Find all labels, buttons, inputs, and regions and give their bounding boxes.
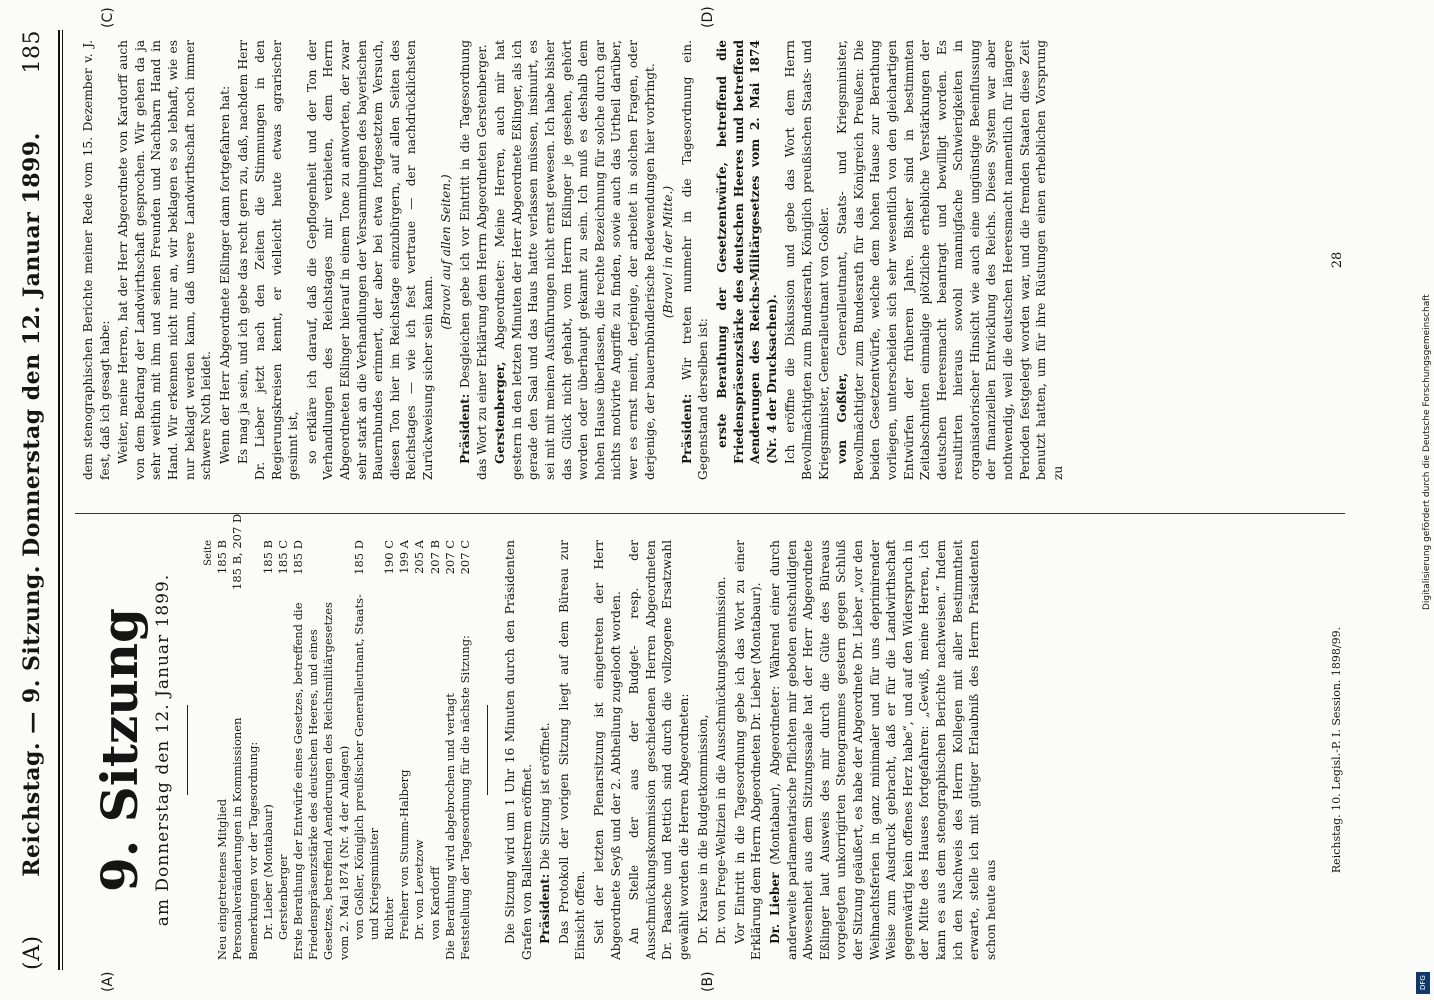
column-divider bbox=[75, 513, 1345, 514]
toc-entry-text: Personalveränderungen in Kommissionen bbox=[230, 717, 245, 960]
toc-entry-text: Die Berathung wird abgebrochen und vertagt bbox=[442, 693, 457, 960]
paragraph bbox=[679, 40, 712, 480]
paragraph bbox=[235, 40, 301, 480]
paragraph bbox=[304, 40, 437, 480]
paragraph-text: (Bravo! in der Mitte.) bbox=[661, 185, 676, 319]
right-body-text bbox=[80, 40, 1066, 480]
paragraph-text: Vor Eintritt in die Tagesordnung gebe ich das Wort zu einer Erklärung dem Herrn Abgeordneten Dr. Lieber (Montabaur). bbox=[732, 540, 764, 960]
speaker-name: von Goßler, bbox=[835, 372, 850, 464]
toc-entry-text: Erste Berathung der Entwürfe eines Gesetzes, betreffend die Friedenspräsenzstärke des deutschen Heeres, und eines Gesetzes, betreffend Aenderungen des Reichsmilitärgesetzes vom 2. Mai 1874 (Nr. 4 der Anlagen) bbox=[291, 602, 351, 960]
paragraph bbox=[626, 540, 692, 960]
toc-entry bbox=[443, 540, 458, 960]
running-head-marker: (A) bbox=[19, 935, 45, 970]
running-head bbox=[12, 30, 52, 970]
paragraph bbox=[767, 540, 999, 960]
paragraph bbox=[537, 540, 554, 960]
title-rule bbox=[187, 705, 188, 795]
margin-letter-b: (B) bbox=[700, 971, 716, 992]
paragraph-text: (Montabaur), Abgeordneter: Während einer durch anderweite parlamentarische Pflichten mir geboten entschuldigten Abwesenheit aus dem Sitzungssaale hat der Herr Abgeordnete Eßlinger laut Ausweis des mir durch die Güte des Büreaus vorgelegten unkorrigirten Stenogrammes gestern gegen Schluß der Sitzung geäußert, es habe der Abgeordnete Dr. Lieber „vor den Weihnachtsferien in ganz minimaler und für uns deprimirender Weise zum Ausdruck gebracht, daß er für die Landwirthschaft gegenwärtig kein offenes Herz habe“, und auf den Widerspruch in der Mitte des Hauses fortgefahren: „Gewiß, meine Herren, ich kann es aus dem stenographischen Berichte nachweisen.“ Indem ich den Nachweis des Herrn Kollegen mit aller Bestimmtheit erwarte, stelle ich mit gütiger Erlaubniß des Herrn Präsidenten schon heute aus bbox=[768, 539, 998, 960]
margin-letter-a: (A) bbox=[100, 971, 116, 992]
toc-entry-text: Gerstenberger bbox=[275, 854, 290, 940]
paragraph bbox=[714, 40, 780, 480]
paragraph-text: Wir treten nunmehr in die Tagesordnung ein. Gegenstand derselben ist: bbox=[679, 40, 711, 480]
paragraph-text: dem stenographischen Berichte meiner Rede vom 15. Dezember v. J. fest, daß ich gesagt habe: bbox=[81, 40, 112, 480]
paragraph-text: (Bravo! auf allen Seiten.) bbox=[439, 174, 454, 330]
toc-entry-page: 185 C bbox=[275, 540, 290, 575]
toc-entry bbox=[428, 540, 443, 960]
paragraph-text: Das Protokoll der vorigen Sitzung liegt auf dem Büreau zur Einsicht offen. bbox=[556, 540, 588, 960]
toc-entry-text: von Kardorff bbox=[427, 866, 442, 940]
paragraph-text: Es mag ja sein, und ich gebe das recht gern zu, daß, nachdem Herr Dr. Lieber jetzt nach den Zeiten die Stimmungen in den Regierungskreisen kennt, er vielleicht heute etwas agrarischer gesinnt ist, bbox=[236, 40, 301, 480]
toc-entry-text: Bemerkungen vor der Tagesordnung: bbox=[245, 741, 260, 960]
dfg-funding-note: Digitalisierung gefördert durch die Deutsche Forschungsgemeinschaft bbox=[1422, 294, 1432, 610]
footer-left: Reichstag. 10. Legisl.-P. I. Session. 1898/99. bbox=[1330, 626, 1343, 874]
toc-entry-page: 207 B bbox=[427, 540, 442, 575]
toc-entry-page: 185 B, 207 D bbox=[230, 513, 245, 590]
paragraph bbox=[695, 540, 712, 960]
header-rule-thin bbox=[62, 30, 63, 970]
speaker-name: Dr. Lieber bbox=[768, 872, 783, 944]
table-of-contents bbox=[202, 513, 473, 960]
right-column bbox=[80, 40, 1068, 480]
paragraph bbox=[834, 40, 1066, 480]
paragraph bbox=[80, 40, 113, 480]
paragraph bbox=[556, 540, 589, 960]
toc-rule bbox=[487, 705, 488, 795]
left-column bbox=[80, 513, 1001, 960]
paragraph-text: Die Sitzung ist eröffnet. bbox=[538, 722, 553, 870]
toc-entry-text: Dr. von Levetzow bbox=[412, 839, 427, 940]
paragraph bbox=[438, 40, 455, 480]
paragraph-text: Abgeordneter: Meine Herren, auch mir hat gestern in den letzten Minuten der Herr Abgeordnete Eßlinger, als ich gerade den Saal und das Haus hatte verlassen müssen, insinuirt, es sei mit mit meinen Ausführungen nicht ernst gewesen. Ich habe bisher das Glück nicht gehabt, vom Herrn Eßlinger je gesehen, gehört worden oder überhaupt gekannt zu sein. Ich muß es deshalb dem hohen Hause überlassen, die rechte Bezeichnung für solche durch gar nichts motivirte Angriffe zu finden, sowie auch das Urtheil darüber, wer es ernst meint, derjenige, der arbeitet in solchen Fragen, oder derjenige, der bauernbündlerische Redewendungen hier vorbringt. bbox=[493, 40, 657, 480]
toc-entry-text: Dr. Lieber (Montabaur) bbox=[260, 804, 275, 940]
paragraph bbox=[115, 40, 215, 480]
toc-entry bbox=[291, 540, 352, 960]
toc-entry-text: Freiherr von Stumm-Halberg bbox=[397, 769, 412, 940]
toc-entry bbox=[246, 540, 261, 960]
paragraph bbox=[217, 40, 234, 480]
speaker-name: Präsident: bbox=[679, 393, 694, 464]
paragraph-text: erste Berathung der Gesetzentwürfe, betreffend die Friedenspräsenzstärke des deutschen Heeres und betreffend Aenderungen des Reichs-Militärgesetzes vom 2. Mai 1874 (Nr. 4 der Drucksachen). bbox=[714, 40, 779, 464]
paragraph-text: Dr. von Frege-Weltzien in die Ausschmückungskommission. bbox=[714, 576, 729, 944]
speaker-name: Präsident: bbox=[538, 873, 553, 944]
toc-entry bbox=[397, 540, 412, 960]
running-head-title: Reichstag. — 9. Sitzung. Donnerstag den 12. Januar 1899. bbox=[19, 132, 45, 877]
paragraph bbox=[713, 540, 730, 960]
toc-entry bbox=[352, 540, 382, 960]
paragraph bbox=[492, 40, 658, 480]
paragraph-text: An Stelle der aus der Budget- resp. der Ausschmückungskommission geschiedenen Herren Abgeordneten Dr. Paasche und Rettich sind durch die vollzogene Ersatzwahl gewählt worden die Herren Abgeordneten: bbox=[627, 540, 692, 960]
footer-right: 28 bbox=[1330, 251, 1345, 269]
paragraph-text: Dr. Krause in die Budgetkommission, bbox=[695, 714, 710, 944]
paragraph-text: Seit der letzten Plenarsitzung ist eingetreten der Herr Abgeordnete Seyß und der 2. Abtheilung zugelooft worden. bbox=[592, 540, 623, 960]
page-number: 185 bbox=[19, 30, 45, 74]
paragraph bbox=[502, 540, 535, 960]
speaker-name: Gerstenberger, bbox=[493, 361, 508, 464]
paragraph bbox=[660, 40, 677, 480]
paragraph bbox=[457, 40, 490, 480]
paragraph bbox=[591, 540, 624, 960]
toc-entry-page: 190 C bbox=[382, 540, 397, 575]
toc-seite-label: Seite bbox=[203, 540, 214, 566]
toc-entry bbox=[382, 540, 397, 960]
paragraph-text: Desgleichen gebe ich vor Eintritt in die Tagesordnung das Wort zu einer Erklärung dem Herrn Abgeordneten Gerstenberger. bbox=[458, 40, 489, 480]
margin-letter-c: (C) bbox=[100, 7, 116, 28]
paragraph-text: Wenn der Herr Abgeordnete Eßlinger dann fortgefahren hat: bbox=[217, 85, 232, 464]
toc-entry-page bbox=[246, 540, 261, 590]
toc-entry bbox=[412, 540, 427, 960]
left-body-text bbox=[502, 540, 999, 960]
toc-entry bbox=[230, 513, 245, 960]
dfg-logo: DFG bbox=[1416, 972, 1430, 994]
paragraph-text: Weiter, meine Herren, hat der Herr Abgeordnete von Kardorff auch von dem Bedrang der Landwirthschaft gesprochen. Wir gehen da ja sehr weithin mit ihm und seinen Freunden und Nachbarn Hand in Hand. Wir erkennen nicht nur an, wir beklagen es so lebhaft, wie es nur beklagt werden kann, daß unsere Landwirthschaft noch immer schwere Noth leidet. bbox=[116, 40, 214, 480]
paragraph-text: Ich eröffne die Diskussion und gebe das Wort dem Herrn Bevollmächtigten zum Bundesrath, Königlich preußischen Staats- und Kriegsminister, Generalleutnant von Goßler. bbox=[783, 40, 831, 480]
toc-entry-text: Richter bbox=[382, 896, 397, 940]
session-date: am Donnerstag den 12. Januar 1899. bbox=[153, 573, 173, 927]
paragraph-text: so erkläre ich darauf, daß die Gepflogenheit und der Ton der Verhandlungen des Reichstages mir verbieten, dem Herrn Abgeordneten Eßlinger hierauf in einem Tone zu antworten, der zwar sehr stark an die Verhandlungen der Versammlungen des bayerischen Bauernbundes erinnert, der aber bei etwa fortgesetztem Versuch, diesen Ton hier im Reichstage einzubürgern, auf allen Seiten des Reichstages — wie ich fest vertraue — der nachdrücklichsten Zurückweisung sicher sein kann. bbox=[304, 40, 435, 480]
margin-letter-d: (D) bbox=[700, 6, 716, 28]
dfg-strip bbox=[1414, 0, 1434, 1000]
toc-entry-page: 185 D bbox=[291, 540, 306, 575]
toc-entry-text: Feststellung der Tagesordnung für die nächste Sitzung: bbox=[457, 635, 472, 960]
toc-entry-page: 185 B bbox=[260, 540, 275, 575]
header-rule bbox=[58, 30, 60, 970]
toc-entry-text: Neu eingetretenes Mitglied bbox=[215, 798, 230, 960]
speaker-name: Präsident: bbox=[458, 393, 473, 464]
paragraph bbox=[732, 540, 765, 960]
paragraph bbox=[782, 40, 832, 480]
toc-entry-page: 207 C bbox=[442, 540, 457, 575]
toc-entry-text: von Goßler, Königlich preußischer Generalleutnant, Staats- und Kriegsminister bbox=[351, 594, 381, 940]
toc-entry bbox=[215, 540, 230, 960]
session-title: 9. Sitzung bbox=[90, 608, 149, 892]
toc-entry-page: 199 A bbox=[397, 540, 412, 574]
toc-entry-page: 205 A bbox=[412, 540, 427, 574]
toc-entry-page: 207 C bbox=[457, 540, 472, 575]
paragraph-text: Generalleutnant, Staats- und Kriegsminister, Bevollmächtigter zum Bundesrath für das Königreich Preußen: Die beiden Gesetzentwürfe, welche dem hohen Hause zur Berathung vorliegen, unterscheiden sich sehr wesentlich von den gleichartigen Entwürfen der früheren Jahre. Bisher sind in bestimmten Zeitabschnitten einmalige plötzliche erhebliche Verstärkungen der deutschen Heeresmacht beantragt und bewilligt worden. Es resultirten hieraus sowohl mannigfache Schwierigkeiten in organisatorischer Hinsicht wie auch eine ungünstige Beeinflussung der finanziellen Entwicklung des Reichs. Dieses System war aber nothwendig, weil die deutschen Heeresmacht namentlich für längere Perioden festgelegt worden war, und die fremden Staaten diese Zeit benutzt hatten, um für ihre Rüstungen einen erheblichen Vorsprung zu bbox=[835, 40, 1065, 480]
toc-entry bbox=[276, 540, 291, 960]
toc-entry bbox=[261, 540, 276, 960]
paragraph-text: Die Sitzung wird um 1 Uhr 16 Minuten durch den Präsidenten Grafen von Ballestrem eröffnet. bbox=[503, 540, 534, 960]
toc-entry-page: 185 D bbox=[351, 540, 366, 575]
toc-entry-page: 185 B bbox=[215, 540, 230, 575]
toc-entry bbox=[458, 540, 473, 960]
